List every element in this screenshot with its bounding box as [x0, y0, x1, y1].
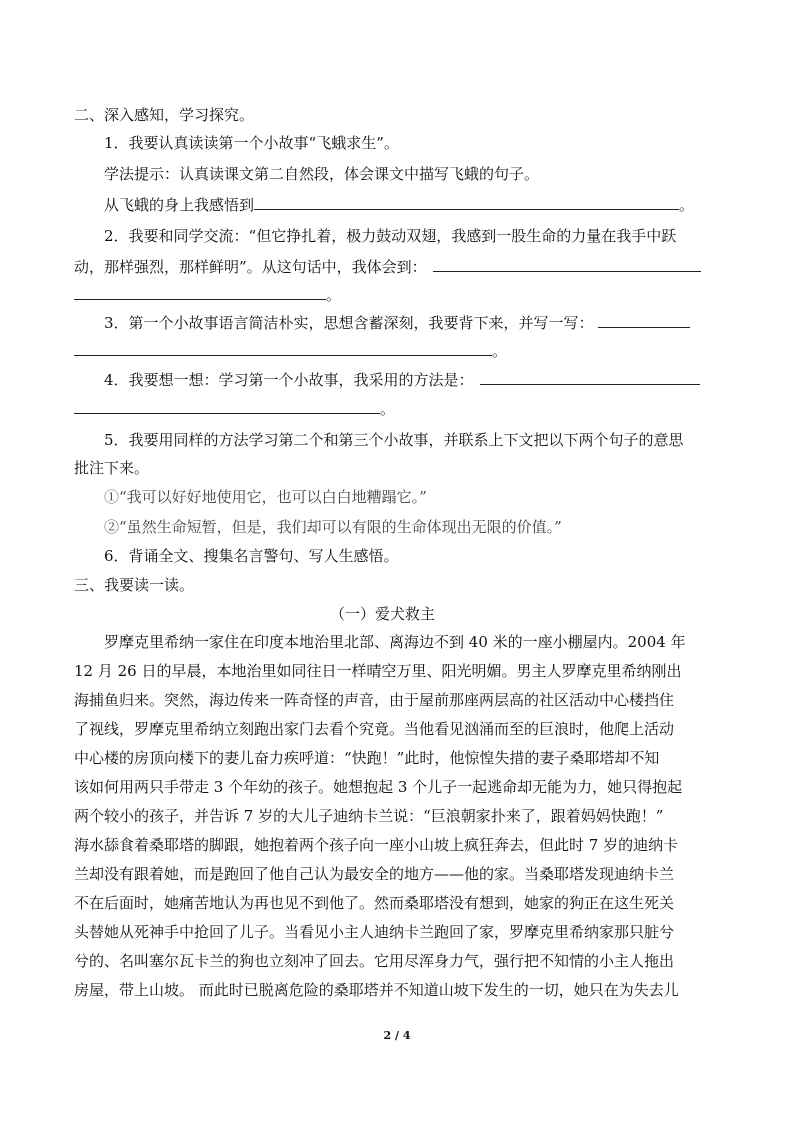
answer-blank[interactable] [74, 285, 326, 300]
question-1-answer-row [104, 195, 694, 215]
story-line: 12 月 26 日的早晨，本地治里如同往日一样晴空万里、阳光明媚。男主人罗摩克里希纳刚出 [74, 662, 682, 680]
story-line: 不在后面时，她痛苦地认为再也见不到他了。然而桑耶塔没有想到，她家的狗正在这生死关 [74, 894, 675, 912]
question-2-line-1: 2．我要和同学交流：“但它挣扎着，极力鼓动双翅，我感到一股生命的力量在我手中跃 [104, 227, 677, 245]
punctuation: 。 [380, 400, 396, 418]
answer-blank[interactable] [254, 195, 679, 210]
answer-blank[interactable] [598, 313, 690, 328]
question-2-line-2 [74, 257, 701, 277]
answer-blank[interactable] [74, 399, 380, 414]
sentence-1: ①“我可以好好地使用它，也可以白白地糟蹋它。” [104, 488, 427, 506]
question-2-text: 动，那样强烈，那样鲜明”。从这句话中，我体会到： [74, 258, 427, 276]
story-line: 了视线，罗摩克里希纳立刻跑出家门去看个究竟。当他看见汹涌而至的巨浪时，他爬上活动 [74, 720, 675, 738]
punctuation: 。 [326, 286, 342, 304]
story-line: 海水舔食着桑耶塔的脚跟，她抱着两个孩子向一座小山坡上疯狂奔去，但此时 7 岁的迪纳卡 [74, 836, 679, 854]
question-3-line-1 [104, 313, 690, 333]
sentence-2: ②“虽然生命短暂，但是，我们却可以有限的生命体现出无限的价值。” [104, 518, 562, 536]
question-4-line-2 [74, 399, 395, 419]
story-line: 兮的、名叫塞尔瓦卡兰的狗也立刻冲了回去。它用尽浑身力气，强行把不知情的小主人拖出 [74, 952, 675, 970]
question-1: 1．我要认真读读第一个小故事“飞蛾求生”。 [104, 134, 399, 152]
question-1-answer-prefix: 从飞蛾的身上我感悟到 [104, 196, 255, 214]
question-5-line-2: 批注下来。 [74, 459, 150, 477]
question-4-text: 4．我要想一想：学习第一个小故事，我采用的方法是： [104, 371, 474, 389]
answer-blank[interactable] [433, 257, 701, 272]
question-2-line-3 [74, 285, 341, 305]
story-line: 兰却没有跟着她，而是跑回了他自己认为最安全的地方——他的家。当桑耶塔发现迪纳卡兰 [74, 865, 675, 883]
answer-blank[interactable] [74, 341, 492, 356]
story-line: 该如何用两只手带走 3 个年幼的孩子。她想抱起 3 个儿子一起逃命却无能为力，她只得抱起 [74, 778, 683, 796]
story-line: 两个较小的孩子，并告诉 7 岁的大儿子迪纳卡兰说：“巨浪朝家扑来了，跟着妈妈快跑！” [74, 807, 664, 825]
question-4-line-1 [104, 370, 700, 390]
punctuation: 。 [492, 342, 508, 360]
story-title: （一）爱犬救主 [330, 605, 436, 623]
story-line: 中心楼的房顶向楼下的妻儿奋力疾呼道：“快跑！”此时，他惊惶失措的妻子桑耶塔却不知 [74, 749, 660, 767]
punctuation: 。 [679, 196, 695, 214]
question-1-tip: 学法提示：认真读课文第二自然段，体会课文中描写飞蛾的句子。 [104, 165, 540, 183]
story-line: 房屋，带上山坡。 而此时已脱离危险的桑耶塔并不知道山坡下发生的一切，她只在为失去儿 [74, 981, 679, 999]
page-number: 2 / 4 [383, 1029, 411, 1042]
question-3-line-2 [74, 341, 507, 361]
answer-blank[interactable] [480, 370, 700, 385]
question-5-line-1: 5．我要用同样的方法学习第二个和第三个小故事，并联系上下文把以下两个句子的意思 [104, 431, 684, 449]
section-3-heading: 三、我要读一读。 [74, 576, 195, 594]
story-line: 头替她从死神手中抢回了儿子。当看见小主人迪纳卡兰跑回了家，罗摩克里希纳家那只脏兮 [74, 923, 675, 941]
question-6: 6．背诵全文、搜集名言警句、写人生感悟。 [104, 547, 399, 565]
story-line: 罗摩克里希纳一家住在印度本地治里北部、离海边不到 40 米的一座小棚屋内。2004 年 [104, 633, 686, 651]
section-2-heading: 二、深入感知，学习探究。 [74, 106, 255, 124]
question-3-text: 3．第一个小故事语言简洁朴实，思想含蓄深刻，我要背下来，并写一写： [104, 314, 594, 332]
story-line: 海捕鱼归来。突然，海边传来一阵奇怪的声音，由于屋前那座两层高的社区活动中心楼挡住 [74, 691, 675, 709]
